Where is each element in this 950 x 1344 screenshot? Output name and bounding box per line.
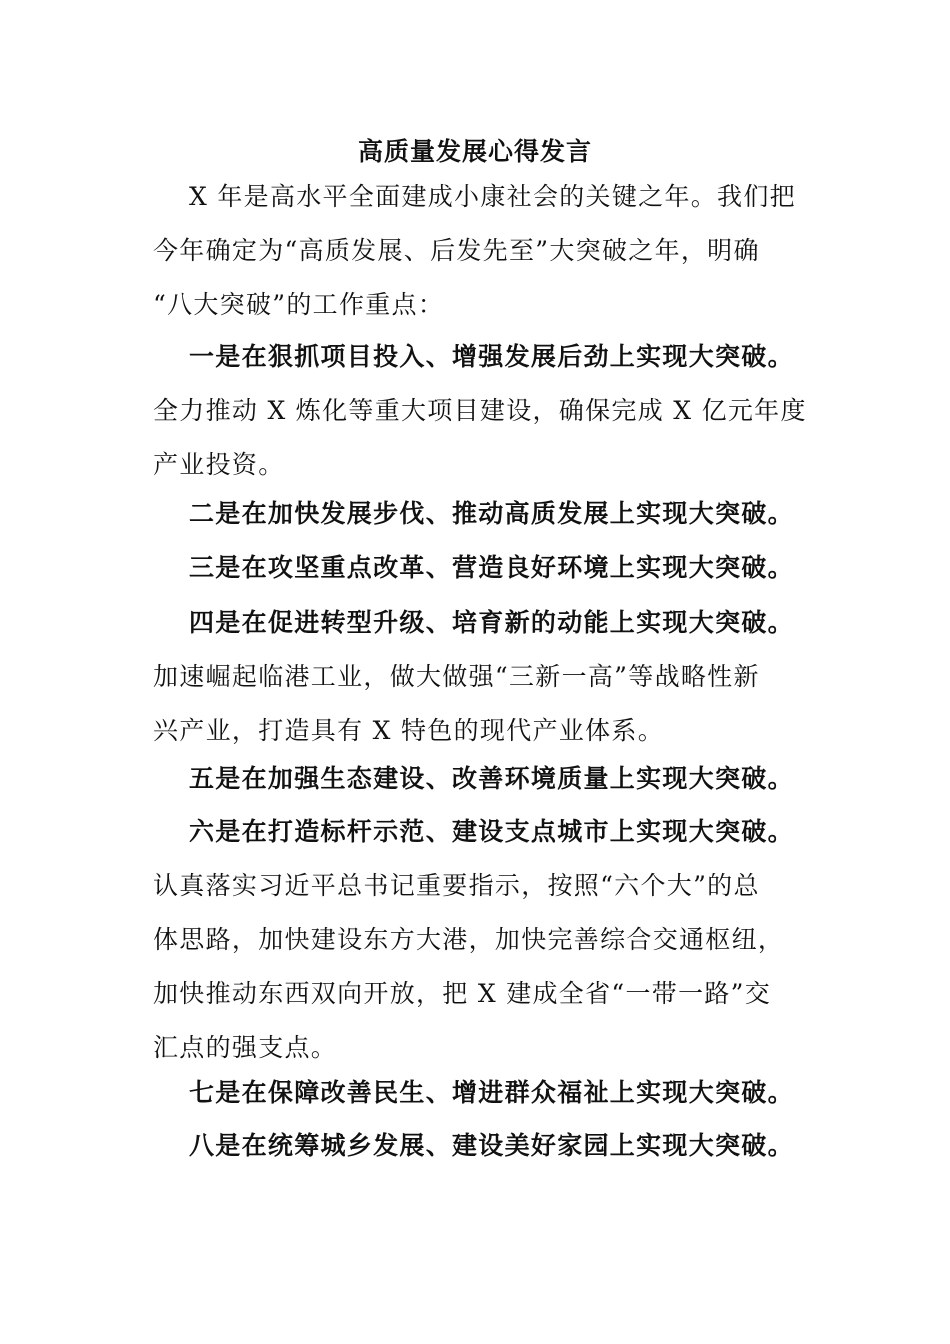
section-heading: 六是在打造标杆示范、建设支点城市上实现大突破。 xyxy=(189,817,794,846)
document-title: 高质量发展心得发言 xyxy=(357,137,592,166)
section-2 xyxy=(153,487,799,541)
section-1 xyxy=(153,330,807,492)
intro-line: “八大突破”的工作重点： xyxy=(153,290,445,319)
section-body-line: 全力推动 X 炼化等重大项目建设，确保完成 X 亿元年度 xyxy=(153,396,807,425)
section-body-line: 加快推动东西双向开放，把 X 建成全省“一带一路”交 xyxy=(153,979,772,1008)
section-body-line: 加速崛起临港工业，做大做强“三新一高”等战略性新 xyxy=(153,662,760,691)
section-8 xyxy=(153,1119,799,1173)
section-body-line: 汇点的强支点。 xyxy=(153,1033,338,1062)
section-heading: 四是在促进转型升级、培育新的动能上实现大突破。 xyxy=(189,608,794,637)
intro-line: X 年是高水平全面建成小康社会的关键之年。我们把 xyxy=(189,182,796,211)
section-7 xyxy=(153,1066,799,1120)
intro-paragraph xyxy=(153,170,799,332)
section-heading: 三是在攻坚重点改革、营造良好环境上实现大突破。 xyxy=(189,553,794,582)
section-body-line: 体思路，加快建设东方大港，加快完善综合交通枢纽， xyxy=(153,925,785,954)
section-6 xyxy=(153,805,799,1075)
section-heading: 一是在狠抓项目投入、增强发展后劲上实现大突破。 xyxy=(189,342,794,371)
section-heading: 八是在统筹城乡发展、建设美好家园上实现大突破。 xyxy=(189,1131,794,1160)
section-heading: 七是在保障改善民生、增进群众福祉上实现大突破。 xyxy=(189,1078,794,1107)
section-3 xyxy=(153,541,799,595)
section-body-line: 认真落实习近平总书记重要指示，按照“六个大”的总 xyxy=(153,871,760,900)
section-body-line: 兴产业，打造具有 X 特色的现代产业体系。 xyxy=(153,716,664,745)
section-heading: 二是在加快发展步伐、推动高质发展上实现大突破。 xyxy=(189,499,794,528)
intro-line: 今年确定为“高质发展、后发先至”大突破之年，明确 xyxy=(153,236,760,265)
section-4 xyxy=(153,596,799,758)
section-heading: 五是在加强生态建设、改善环境质量上实现大突破。 xyxy=(189,764,794,793)
section-5 xyxy=(153,752,799,806)
section-body-line: 产业投资。 xyxy=(153,450,285,479)
